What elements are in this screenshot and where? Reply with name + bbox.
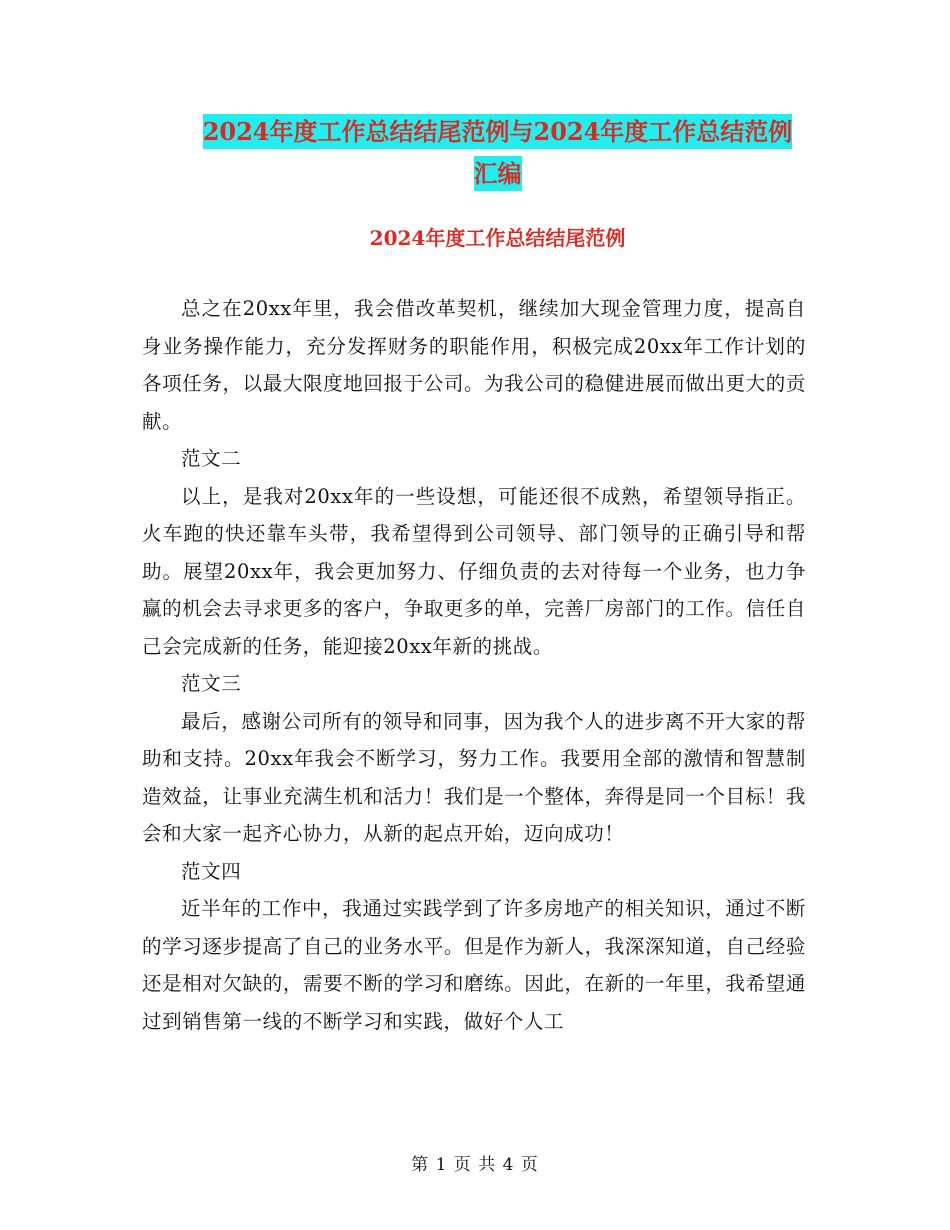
- example-heading-3: 范文三: [181, 672, 242, 695]
- title-line-1: 2024年度工作总结结尾范例与2024年度工作总结范例: [203, 114, 793, 149]
- document-body: [142, 290, 806, 1040]
- title-line-2: 汇编: [474, 156, 522, 191]
- paragraph-example-2: 以上，是我对20xx年的一些设想，可能还很不成熟，希望领导指正。火车跑的快还靠车头带，我希望得到公司领导、部门领导的正确引导和帮助。展望20xx年，我会更加努力、仔细负责的去对待每一个业务，也力争赢的机会去寻求更多的客户，争取更多的单，完善厂房部门的工作。信任自己会完成新的任务，能迎接20xx年新的挑战。: [142, 484, 806, 658]
- paragraph-example-4: 近半年的工作中，我通过实践学到了许多房地产的相关知识，通过不断的学习逐步提高了自己的业务水平。但是作为新人，我深深知道，自己经验还是相对欠缺的，需要不断的学习和磨练。因此，在新的一年里，我希望通过到销售第一线的不断学习和实践，做好个人工: [142, 897, 806, 1033]
- document-title-continued: [140, 152, 855, 196]
- section-title: 2024年度工作总结结尾范例: [369, 226, 626, 250]
- example-heading-2: 范文二: [181, 447, 242, 470]
- example-heading-4: 范文四: [181, 859, 242, 883]
- paragraph-example-3: 最后，感谢公司所有的领导和同事，因为我个人的进步离不开大家的帮助和支持。20xx年我会不断学习，努力工作。我要用全部的激情和智慧制造效益，让事业充满生机和活力！我们是一个整体，奔得是同一个目标！我会和大家一起齐心协力，从新的起点开始，迈向成功！: [142, 709, 806, 845]
- paragraph-conclusion-1: 总之在20xx年里，我会借改革契机，继续加大现金管理力度，提高自身业务操作能力，充分发挥财务的职能作用，积极完成20xx年工作计划的各项任务，以最大限度地回报于公司。为我公司的稳健进展而做出更大的贡献。: [142, 297, 806, 433]
- page-footer: 第 1 页 共 4 页: [411, 1155, 539, 1175]
- document-title: [140, 110, 855, 154]
